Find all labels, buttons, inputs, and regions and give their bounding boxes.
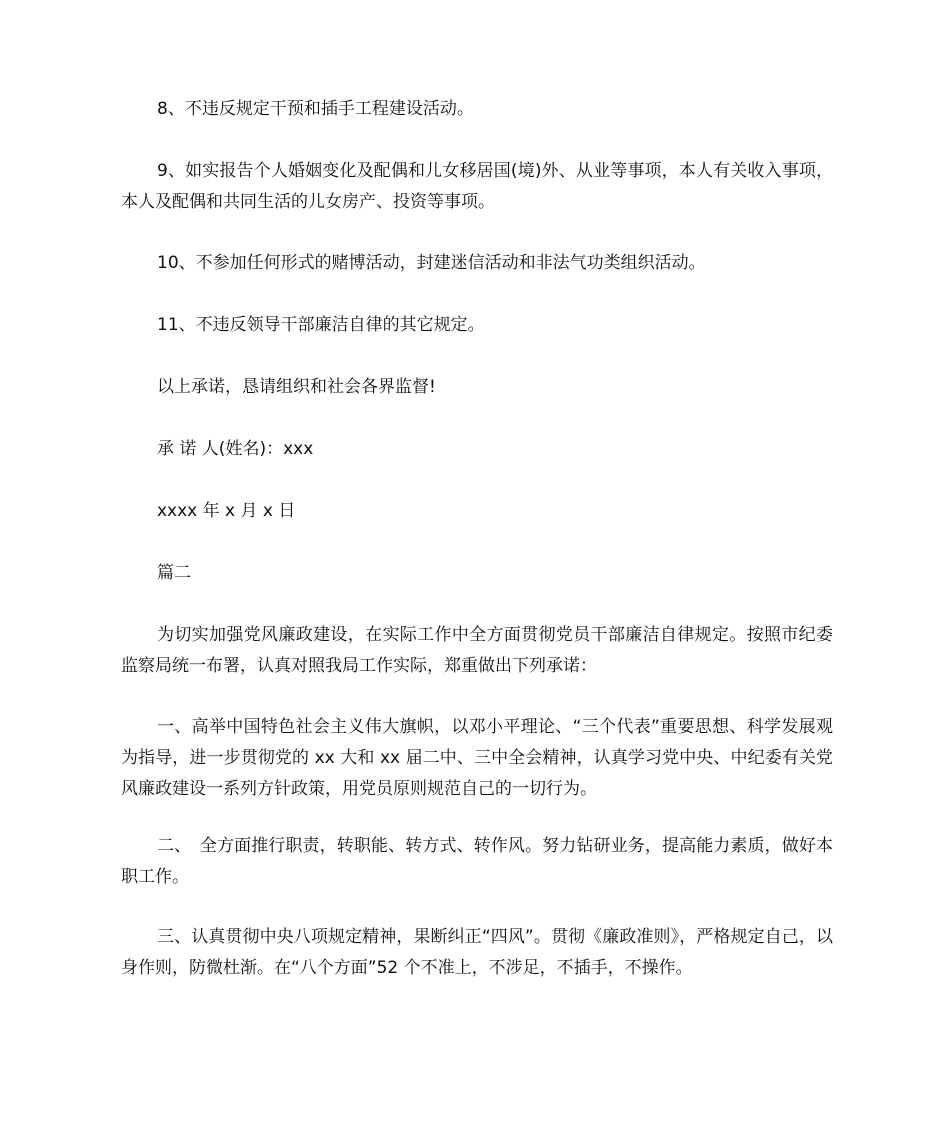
paragraph-point-one: 一、高举中国特色社会主义伟大旗帜，以邓小平理论、“三个代表”重要思想、科学发展观为指导，进一步贯彻党的 xx 大和 xx 届二中、三中全会精神，认真学习党中央、中纪委有关党风廉政建设一系列方针政策，用党员原则规范自己的一切行为。: [121, 717, 833, 799]
paragraph-item-9: 9、如实报告个人婚姻变化及配偶和儿女移居国(境)外、从业等事项，本人有关收入事项，本人及配偶和共同生活的儿女房产、投资等事项。: [121, 161, 833, 212]
paragraph-intro: 为切实加强党风廉政建设，在实际工作中全方面贯彻党员干部廉洁自律规定。按照市纪委监察局统一布署，认真对照我局工作实际，郑重做出下列承诺：: [121, 625, 833, 676]
paragraph-point-three: 三、认真贯彻中央八项规定精神，果断纠正“四风”。贯彻《廉政准则》，严格规定自己，以身作则，防微杜渐。在“八个方面”52 个不准上，不涉足，不插手，不操作。: [121, 927, 833, 978]
paragraph-item-10: 10、不参加任何形式的赌博活动，封建迷信活动和非法气功类组织活动。: [157, 253, 706, 273]
paragraph-item-11: 11、不违反领导干部廉洁自律的其它规定。: [157, 315, 485, 335]
paragraph-point-two: 二、 全方面推行职责，转职能、转方式、转作风。努力钻研业务，提高能力素质，做好本职工作。: [121, 836, 833, 887]
date-line: xxxx 年 x 月 x 日: [157, 501, 296, 521]
paragraph-item-8: 8、不违反规定干预和插手工程建设活动。: [157, 99, 474, 119]
section-heading: 篇二: [157, 563, 191, 583]
paragraph-closing-request: 以上承诺，恳请组织和社会各界监督!: [157, 377, 436, 397]
signature-line: 承 诺 人(姓名)：xxx: [157, 439, 314, 459]
